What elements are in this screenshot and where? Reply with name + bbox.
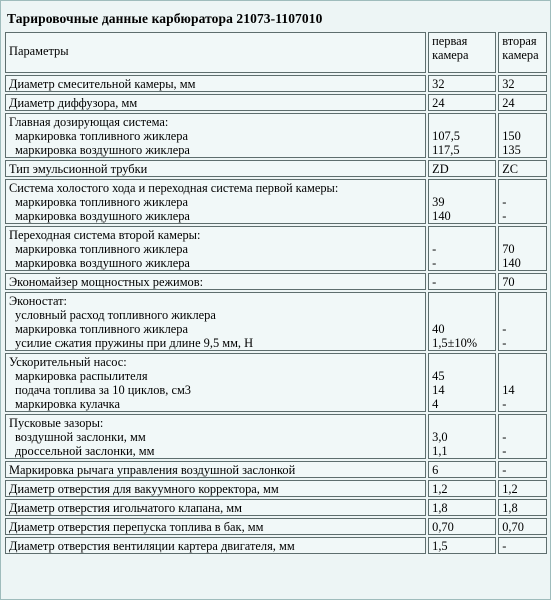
param-line: маркировка топливного жиклера bbox=[15, 322, 188, 336]
value-line: 4 bbox=[432, 397, 439, 411]
param-line: Диаметр отверстия вентиляции картера двигателя, мм bbox=[9, 539, 295, 553]
param-line: Маркировка рычага управления воздушной заслонкой bbox=[9, 463, 296, 477]
table-row bbox=[5, 179, 547, 224]
param-line: дроссельной заслонки, мм bbox=[15, 444, 155, 458]
table-row bbox=[5, 499, 547, 516]
param-line: условный расход топливного жиклера bbox=[15, 308, 216, 322]
camera-1-cell bbox=[428, 273, 496, 290]
value-line: - bbox=[432, 242, 437, 256]
param-cell bbox=[5, 94, 426, 111]
param-line: воздушной заслонки, мм bbox=[15, 430, 146, 444]
value-line: 117,5 bbox=[432, 143, 460, 157]
value-line: 3,0 bbox=[432, 430, 448, 444]
calibration-table bbox=[3, 30, 549, 556]
param-cell bbox=[5, 480, 426, 497]
param-line: Пусковые зазоры: bbox=[9, 416, 104, 430]
table-title: Тарировочные данные карбюратора 21073-1107010 bbox=[7, 11, 323, 26]
param-line: Эконостат: bbox=[9, 294, 68, 308]
value-line: 107,5 bbox=[432, 129, 461, 143]
value-line bbox=[502, 294, 543, 308]
value-line: 45 bbox=[432, 369, 445, 383]
value-line bbox=[502, 115, 543, 129]
camera-1-cell bbox=[428, 75, 496, 92]
table-row bbox=[5, 273, 547, 290]
value-line: - bbox=[502, 444, 507, 458]
param-line: Ускорительный насос: bbox=[9, 355, 127, 369]
camera-1-cell bbox=[428, 226, 496, 271]
value-line: 1,5±10% bbox=[432, 336, 478, 350]
camera-1-cell bbox=[428, 292, 496, 351]
value-line: - bbox=[502, 209, 507, 223]
value-line bbox=[432, 416, 492, 430]
param-line: Диаметр отверстия для вакуумного корректора, мм bbox=[9, 482, 279, 496]
camera-1-cell bbox=[428, 461, 496, 478]
value-line: 24 bbox=[432, 96, 445, 110]
param-line: подача топлива за 10 циклов, см3 bbox=[15, 383, 192, 397]
param-line: маркировка топливного жиклера bbox=[15, 195, 188, 209]
camera-2-cell bbox=[498, 113, 547, 158]
camera-1-cell bbox=[428, 499, 496, 516]
value-line: 70 bbox=[502, 275, 515, 289]
param-cell bbox=[5, 353, 426, 412]
camera-2-cell bbox=[498, 292, 547, 351]
param-cell bbox=[5, 160, 426, 177]
value-line: 140 bbox=[432, 209, 451, 223]
value-line: 32 bbox=[432, 77, 445, 91]
value-line: ZC bbox=[502, 162, 519, 176]
value-line: 1,8 bbox=[502, 501, 518, 515]
value-line bbox=[432, 115, 492, 129]
camera-1-cell bbox=[428, 160, 496, 177]
param-cell bbox=[5, 518, 426, 535]
value-line bbox=[502, 228, 543, 242]
value-line: 135 bbox=[502, 143, 521, 157]
table-row bbox=[5, 160, 547, 177]
table-row bbox=[5, 518, 547, 535]
table-row bbox=[5, 94, 547, 111]
camera-1-cell bbox=[428, 414, 496, 459]
param-cell bbox=[5, 414, 426, 459]
param-line: Диаметр смесительной камеры, мм bbox=[9, 77, 196, 91]
value-line: - bbox=[502, 397, 507, 411]
camera-2-cell bbox=[498, 160, 547, 177]
param-cell bbox=[5, 537, 426, 554]
value-line: 40 bbox=[432, 322, 445, 336]
value-line: 0,70 bbox=[432, 520, 454, 534]
camera-1-cell bbox=[428, 518, 496, 535]
param-line: Экономайзер мощностных режимов: bbox=[9, 275, 204, 289]
table-row bbox=[5, 461, 547, 478]
camera-2-cell bbox=[498, 461, 547, 478]
value-line: 150 bbox=[502, 129, 521, 143]
value-line: 70 bbox=[502, 242, 515, 256]
value-line: 6 bbox=[432, 463, 439, 477]
value-line: 1,2 bbox=[432, 482, 448, 496]
camera-2-cell bbox=[498, 537, 547, 554]
param-line: Диаметр отверстия перепуска топлива в бак, мм bbox=[9, 520, 264, 534]
camera-2-cell bbox=[498, 273, 547, 290]
value-line: - bbox=[432, 275, 437, 289]
camera-1-cell bbox=[428, 353, 496, 412]
param-line: маркировка топливного жиклера bbox=[15, 242, 188, 256]
param-cell bbox=[5, 461, 426, 478]
value-line bbox=[432, 355, 492, 369]
param-cell bbox=[5, 75, 426, 92]
table-row bbox=[5, 414, 547, 459]
param-line: Переходная система второй камеры: bbox=[9, 228, 201, 242]
param-line: Система холостого хода и переходная система первой камеры: bbox=[9, 181, 339, 195]
value-line: 1,8 bbox=[432, 501, 448, 515]
camera-2-cell bbox=[498, 226, 547, 271]
header-params: Параметры bbox=[5, 32, 426, 73]
param-line: маркировка воздушного жиклера bbox=[15, 143, 190, 157]
value-line: 1,5 bbox=[432, 539, 448, 553]
value-line bbox=[502, 369, 543, 383]
param-line: маркировка воздушного жиклера bbox=[15, 209, 190, 223]
value-line: 1,2 bbox=[502, 482, 518, 496]
value-line bbox=[432, 308, 492, 322]
param-line: Тип эмульсионной трубки bbox=[9, 162, 148, 176]
camera-2-cell bbox=[498, 179, 547, 224]
value-line: 24 bbox=[502, 96, 515, 110]
param-cell bbox=[5, 179, 426, 224]
param-cell bbox=[5, 292, 426, 351]
value-line: - bbox=[502, 336, 507, 350]
value-line: 39 bbox=[432, 195, 445, 209]
param-line: Диаметр диффузора, мм bbox=[9, 96, 138, 110]
table-row bbox=[5, 480, 547, 497]
camera-2-cell bbox=[498, 499, 547, 516]
param-line: маркировка кулачка bbox=[15, 397, 121, 411]
value-line: - bbox=[502, 463, 507, 477]
value-line: - bbox=[502, 430, 507, 444]
value-line bbox=[502, 416, 543, 430]
value-line: - bbox=[502, 539, 507, 553]
param-line: Диаметр отверстия игольчатого клапана, мм bbox=[9, 501, 242, 515]
camera-2-cell bbox=[498, 518, 547, 535]
value-line: 32 bbox=[502, 77, 515, 91]
value-line: 1,1 bbox=[432, 444, 448, 458]
table-row bbox=[5, 113, 547, 158]
value-line bbox=[502, 355, 543, 369]
value-line bbox=[502, 181, 543, 195]
header-row bbox=[5, 32, 547, 73]
table-row bbox=[5, 75, 547, 92]
camera-2-cell bbox=[498, 94, 547, 111]
camera-2-cell bbox=[498, 414, 547, 459]
value-line bbox=[432, 294, 492, 308]
value-line bbox=[502, 308, 543, 322]
value-line: ZD bbox=[432, 162, 449, 176]
param-line: Главная дозирующая система: bbox=[9, 115, 169, 129]
camera-1-cell bbox=[428, 94, 496, 111]
table-row bbox=[5, 353, 547, 412]
param-line: усилие сжатия пружины при длине 9,5 мм, Н bbox=[15, 336, 254, 350]
camera-1-cell bbox=[428, 480, 496, 497]
table-row bbox=[5, 226, 547, 271]
value-line: - bbox=[502, 195, 507, 209]
param-line: маркировка топливного жиклера bbox=[15, 129, 188, 143]
value-line bbox=[432, 181, 492, 195]
header-camera-1: первая камера bbox=[428, 32, 496, 73]
value-line: 14 bbox=[502, 383, 515, 397]
value-line bbox=[432, 228, 492, 242]
param-cell bbox=[5, 113, 426, 158]
camera-2-cell bbox=[498, 353, 547, 412]
value-line: 0,70 bbox=[502, 520, 524, 534]
table-row bbox=[5, 292, 547, 351]
param-line: маркировка воздушного жиклера bbox=[15, 256, 190, 270]
value-line: 140 bbox=[502, 256, 521, 270]
camera-2-cell bbox=[498, 480, 547, 497]
camera-2-cell bbox=[498, 75, 547, 92]
value-line: 14 bbox=[432, 383, 445, 397]
param-cell bbox=[5, 273, 426, 290]
header-camera-2: вторая камера bbox=[498, 32, 547, 73]
camera-1-cell bbox=[428, 537, 496, 554]
value-line: - bbox=[432, 256, 437, 270]
param-cell bbox=[5, 499, 426, 516]
camera-1-cell bbox=[428, 179, 496, 224]
param-line: маркировка распылителя bbox=[15, 369, 148, 383]
table-row bbox=[5, 537, 547, 554]
camera-1-cell bbox=[428, 113, 496, 158]
param-cell bbox=[5, 226, 426, 271]
value-line: - bbox=[502, 322, 507, 336]
